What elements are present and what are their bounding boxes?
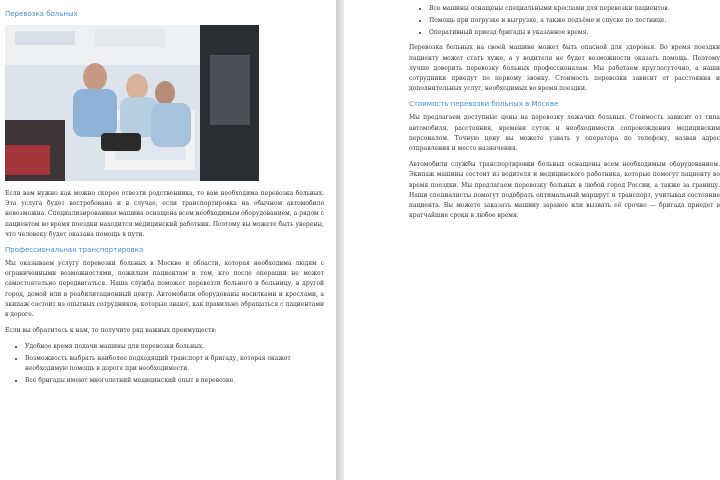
paragraph-own-car: Перевозка больных на своей машине может быть опасной для здоровья. Во время поездки пациенту может стать хуже, а у водителя не будет возможности оказать помощь. Поэтому лучше доверить перевозку больных профессионалам. Мы работаем круглосуточно, а наши сотрудники приедут по первому звонку. Стоимость перевозки зависит от расстояния и дополнительных услуг, необходимых во время поездки.: [409, 44, 720, 93]
medical-team-photo: [5, 25, 259, 181]
list-item: • Оперативный приезд бригады в указанное время.: [429, 28, 720, 38]
section-heading-cost: Стоимость перевозки больных в Москве: [409, 100, 559, 109]
document-page-right: [344, 0, 720, 480]
section-heading-transport: Перевозка больных: [5, 10, 78, 18]
paragraph-benefits-intro: Если вы обратитесь к нам, то получите ряд важных преимуществ:: [5, 327, 217, 335]
list-item: • Удобное время подачи машины для перевозки больных.: [25, 342, 324, 352]
paragraph-cost: Мы предлагаем доступные цены на перевозку лежачих больных. Стоимость зависит от типа автомобиля, расстояния, времени суток и необходимости сопровождения медицинским персоналом. Точную цену вы можете узнать у оператора по телефону, назвав адрес отправления и место назначения.: [409, 114, 720, 153]
paragraph-equipment: Автомобили службы транспортировки больных оснащены всем необходимым оборудованием. Экипаж машины состоит из водителя и медицинского работника, которые помогут пациенту во время поездки. Мы предлагаем перевозку больных в любой город России, а также за границу. Наши специалисты помогут подобрать оптимальный маршрут и транспорт, учитывая состояние пациента. Вы можете заказать машину заранее или вызвать её срочно — бригада приедет в кратчайшие сроки в любое время.: [409, 161, 720, 220]
paragraph-intro: Если вам нужно как можно скорее отвезти родственника, то вам необходима перевозка больных. Эта услуга будет востребована и в случае, если транспортировка на обычном автомобиле невозможна. Специализированная машина оснащена всем необходимым оборудованием, а рядом с пациентом во время поездки находится медицинский работник. Поэтому вы можете быть уверены, что человеку будет оказана помощь в пути.: [5, 190, 324, 238]
paragraph-services: Мы оказываем услугу перевозки больных в Москве и области, которая необходима людям с ограниченными возможностями, пожилым пациентам и тем, кто после операции не может самостоятельно передвигаться. Наша служба поможет перевезти больного в больницу, в другой город, домой или в реабилитационный центр. Автомобили оборудованы носилками и креслами, а экипаж состоит из опытных сотрудников, которые знают, как правильно обращаться с пациентами в дороге.: [5, 260, 324, 319]
section-heading-professional: Профессиональная транспортировка: [5, 246, 144, 255]
document-page-left: [0, 0, 336, 480]
benefits-list-continued: [409, 4, 720, 37]
benefits-list: [5, 342, 324, 385]
page-gap: [336, 0, 344, 480]
list-item: • Возможность выбрать наиболее подходящий транспорт и бригаду, которая окажет необходимую помощь в дороге при необходимости.: [25, 354, 324, 374]
list-item: • Все бригады имеют многолетний медицинский опыт в перевозке.: [25, 376, 324, 386]
list-item: • Все машины оснащены специальными креслами для перевозки пациентов.: [429, 4, 720, 14]
list-item: • Помощь при погрузке и выгрузке, а также подъёме и спуске по лестнице.: [429, 16, 720, 26]
